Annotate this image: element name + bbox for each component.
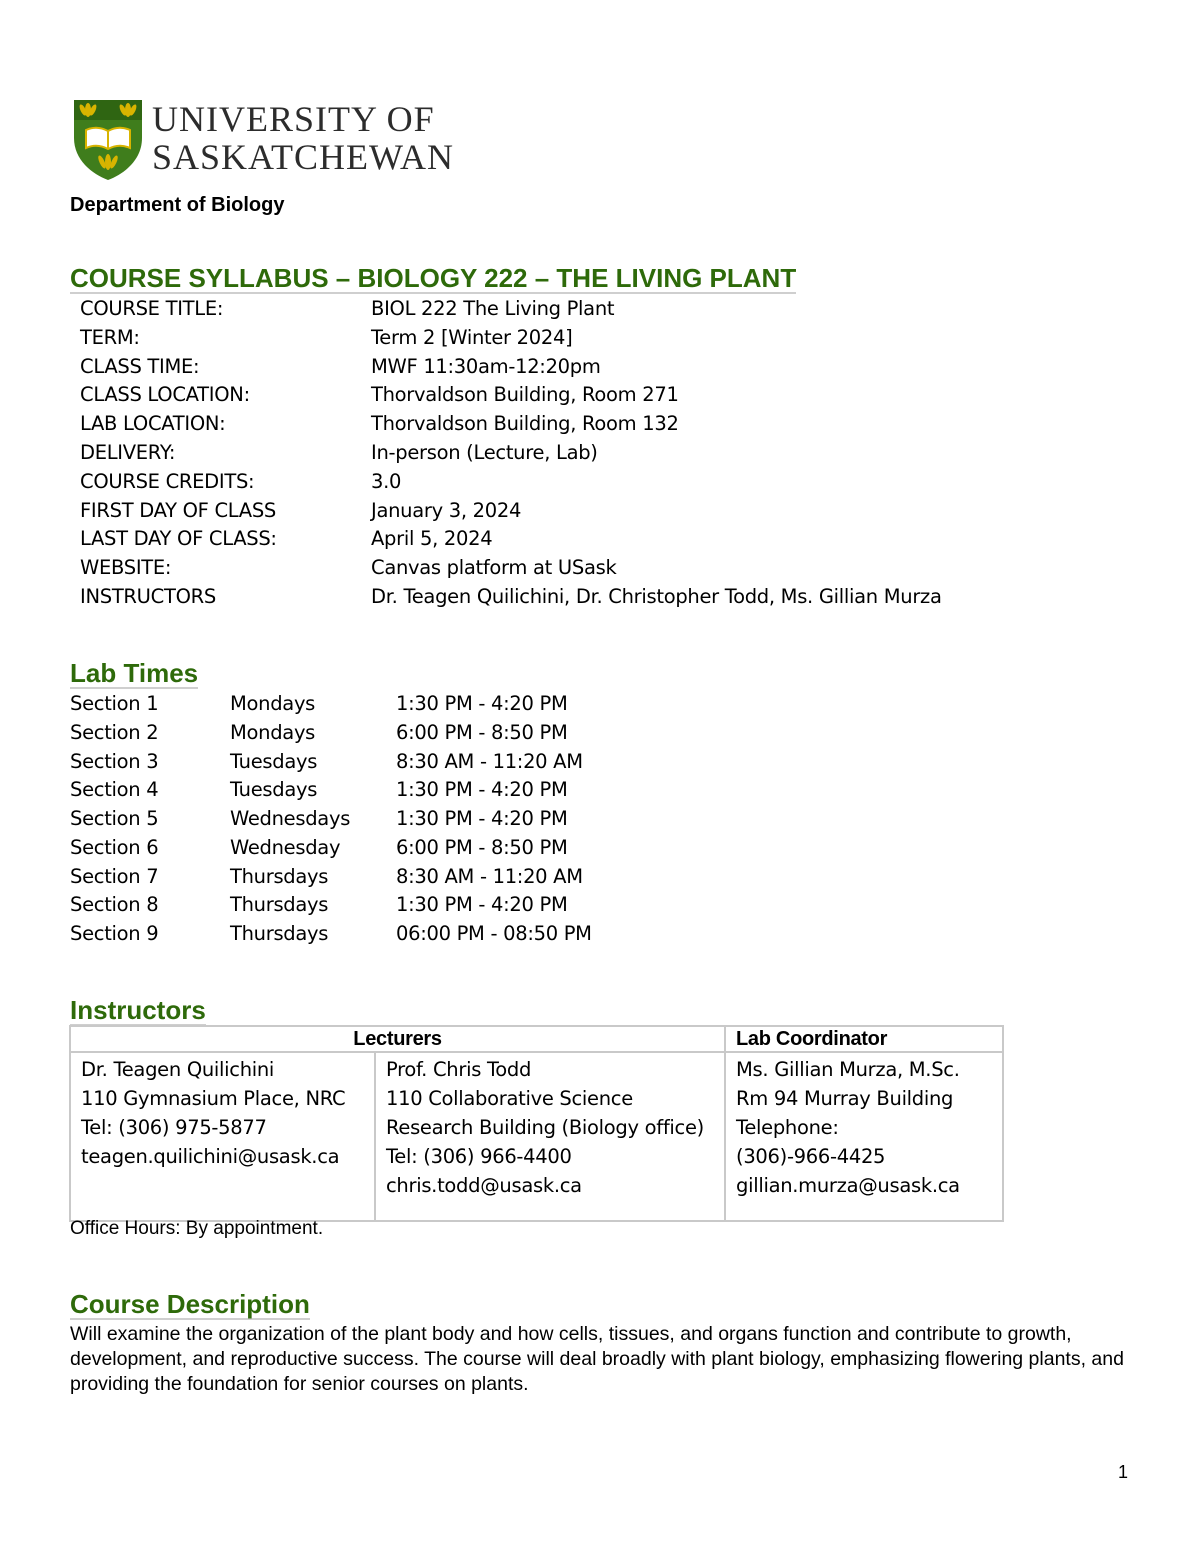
lab-section: Section 8	[70, 893, 159, 917]
course-info-value: April 5, 2024	[371, 527, 493, 551]
lab-time: 8:30 AM - 11:20 AM	[396, 749, 583, 773]
course-info-label: INSTRUCTORS	[80, 585, 216, 608]
lab-section: Section 5	[70, 807, 159, 830]
lab-time: 1:30 PM - 4:20 PM	[396, 692, 568, 715]
lab-coordinator-cell	[725, 1052, 1003, 1221]
lab-day: Mondays	[230, 692, 316, 715]
lab-day: Tuesdays	[230, 749, 318, 773]
lab-day: Tuesdays	[230, 778, 318, 802]
lab-time: 06:00 PM - 08:50 PM	[396, 922, 592, 945]
instructor-detail-line: 110 Collaborative Science	[386, 1087, 633, 1110]
course-info-label: DELIVERY:	[80, 441, 176, 464]
lab-day: Thursdays	[230, 864, 329, 888]
office-hours: Office Hours: By appointment.	[70, 1218, 324, 1239]
wordmark-line1: UNIVERSITY OF	[152, 99, 435, 139]
course-info-label: LAST DAY OF CLASS:	[80, 527, 277, 551]
lab-section: Section 7	[70, 864, 159, 888]
instructor-detail-line: gillian.murza@usask.ca	[736, 1174, 960, 1197]
lab-day: Thursdays	[230, 893, 329, 917]
lab-time: 8:30 AM - 11:20 AM	[396, 864, 583, 888]
lab-day: Wednesdays	[230, 807, 351, 830]
course-info-value: Canvas platform at USask	[371, 556, 617, 580]
instructors-table	[69, 1025, 1004, 1222]
course-info-value: BIOL 222 The Living Plant	[371, 297, 615, 320]
course-info-label: LAB LOCATION:	[80, 412, 226, 436]
course-info-label: CLASS LOCATION:	[80, 383, 250, 407]
lab-time: 1:30 PM - 4:20 PM	[396, 807, 568, 830]
syllabus-heading: COURSE SYLLABUS – BIOLOGY 222 – THE LIVING PLANT	[70, 263, 797, 293]
lab-times-heading: Lab Times	[70, 658, 199, 688]
lab-section: Section 1	[70, 692, 159, 715]
university-wordmark	[152, 100, 454, 176]
wordmark-line2: SASKATCHEWAN	[152, 137, 455, 177]
course-info-label: WEBSITE:	[80, 556, 172, 580]
lab-section: Section 4	[70, 778, 159, 802]
course-info-label: COURSE CREDITS:	[80, 469, 255, 493]
instructor-detail-line: Rm 94 Murray Building	[736, 1087, 954, 1110]
lab-section: Section 9	[70, 922, 159, 945]
course-info-value: Term 2 [Winter 2024]	[371, 325, 573, 349]
instructor-detail-line: Telephone:	[736, 1116, 839, 1139]
course-description-text: Will examine the organization of the plant body and how cells, tissues, and organs function and contribute to growth, development, and reproductive success. The course will deal broadly with plant biology, emphasizing flowering plants, and providing the foundation for senior courses on plants.	[70, 1323, 1124, 1395]
university-shield-logo	[72, 98, 144, 182]
lab-time: 6:00 PM - 8:50 PM	[396, 835, 568, 859]
instructor-detail-line: Ms. Gillian Murza, M.Sc.	[736, 1058, 960, 1081]
lab-section: Section 3	[70, 749, 159, 773]
instructor-quilichini-cell	[70, 1052, 375, 1221]
instructor-detail-line: 110 Gymnasium Place, NRC	[81, 1087, 346, 1110]
lab-day: Wednesday	[230, 835, 341, 859]
instructor-detail-line: teagen.quilichini@usask.ca	[81, 1145, 340, 1168]
lab-section: Section 2	[70, 720, 159, 744]
instructor-detail-line: Prof. Chris Todd	[386, 1058, 532, 1081]
instructor-detail-line: Research Building (Biology office)	[386, 1116, 704, 1139]
page-number: 1	[1118, 1462, 1129, 1482]
lab-day: Mondays	[230, 720, 316, 744]
course-info-value: Thorvaldson Building, Room 132	[371, 412, 679, 436]
course-info-value: Thorvaldson Building, Room 271	[371, 383, 679, 407]
lab-coordinator-header: Lab Coordinator	[725, 1026, 1003, 1052]
course-info-label: CLASS TIME:	[80, 354, 200, 378]
course-info-value: Dr. Teagen Quilichini, Dr. Christopher Todd, Ms. Gillian Murza	[371, 585, 942, 608]
course-description-heading: Course Description	[70, 1289, 310, 1319]
course-info-value: January 3, 2024	[371, 498, 522, 522]
lab-section: Section 6	[70, 835, 159, 859]
instructor-detail-line: (306)-966-4425	[736, 1145, 886, 1168]
instructor-todd-cell	[375, 1052, 725, 1221]
instructors-row	[70, 1052, 1003, 1221]
lab-time: 6:00 PM - 8:50 PM	[396, 720, 568, 744]
instructor-detail-line: chris.todd@usask.ca	[386, 1174, 582, 1197]
instructor-detail-line: Tel: (306) 966-4400	[386, 1145, 572, 1168]
course-info-label: COURSE TITLE:	[80, 297, 224, 320]
instructor-detail-line: Tel: (306) 975-5877	[81, 1116, 267, 1139]
course-info-value: 3.0	[371, 469, 402, 493]
department-name: Department of Biology	[70, 194, 285, 216]
course-info-value: MWF 11:30am-12:20pm	[371, 354, 601, 378]
lab-day: Thursdays	[230, 922, 329, 945]
course-info-value: In-person (Lecture, Lab)	[371, 441, 598, 464]
course-info-label: FIRST DAY OF CLASS	[80, 498, 276, 522]
lecturers-header: Lecturers	[70, 1026, 725, 1052]
lab-time: 1:30 PM - 4:20 PM	[396, 893, 568, 917]
course-info-label: TERM:	[80, 325, 140, 349]
lab-time: 1:30 PM - 4:20 PM	[396, 778, 568, 802]
instructor-detail-line: Dr. Teagen Quilichini	[81, 1058, 275, 1081]
instructors-heading: Instructors	[70, 995, 206, 1025]
